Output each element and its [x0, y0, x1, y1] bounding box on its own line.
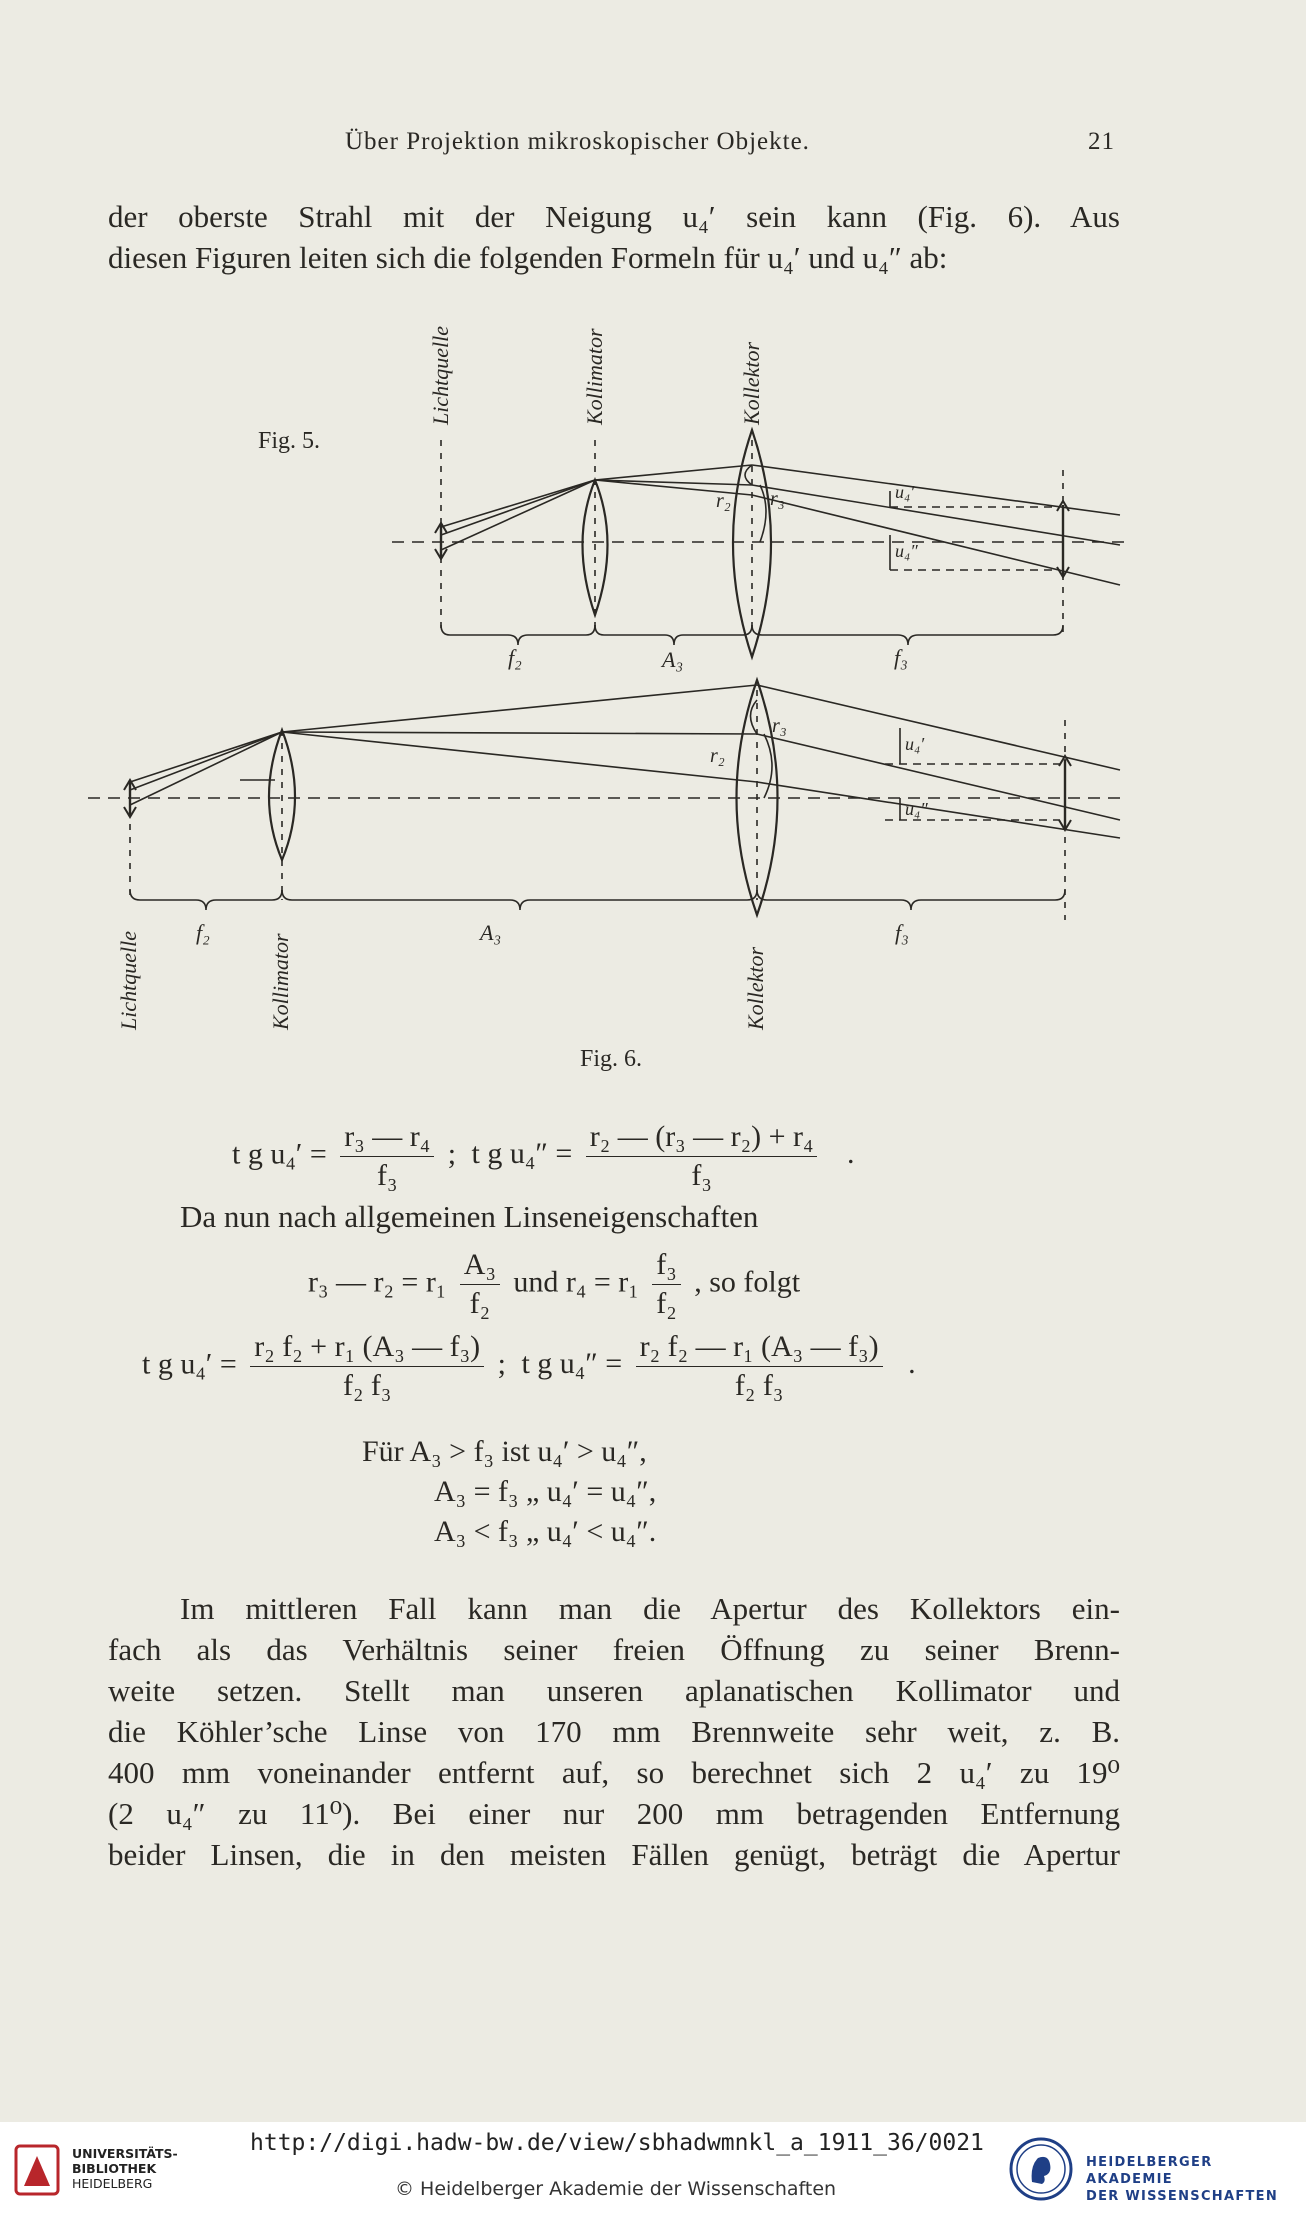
fig5-collector-label: Kollektor — [739, 341, 764, 425]
denominator: f₂ f₃ — [342, 1369, 392, 1402]
text-line: 400 mm voneinander entfernt auf, so berechnet sich 2 u₄′ zu 19⁰ — [108, 1755, 1120, 1790]
case-line: A₃ = f₃ „ u₄′ = u₄″, — [434, 1475, 657, 1508]
case-list — [362, 1432, 656, 1552]
fraction — [340, 1120, 434, 1193]
academy-logo[interactable] — [1008, 2136, 1298, 2202]
academy-seal-icon — [1008, 2136, 1074, 2202]
numerator: r₂ f₂ — r₁ (A₃ — f₃) — [636, 1330, 883, 1367]
fraction — [460, 1248, 500, 1321]
text-linsen: Da nun nach allgemeinen Linseneigenschaften — [180, 1199, 759, 1234]
denominator: f₂ — [656, 1287, 677, 1320]
university-library-logo[interactable] — [12, 2138, 178, 2202]
case-line: Für A₃ > f₃ ist u₄′ > u₄″, — [362, 1435, 647, 1468]
fig6-u4p: u₄′ — [905, 734, 925, 754]
fig6-collector-label: Kollektor — [743, 946, 768, 1030]
denominator: f₂ f₃ — [734, 1369, 784, 1402]
text-line: fach als das Verhältnis seiner freien Öffnung zu seiner Brenn- — [108, 1632, 1120, 1667]
logo-text: HEIDELBERG — [72, 2176, 153, 2191]
text-line: (2 u₄″ zu 11⁰). Bei einer nur 200 mm betragenden Entfernung — [108, 1796, 1120, 1831]
footer-bar — [0, 2122, 1306, 2215]
formula-tangent-2 — [142, 1330, 916, 1403]
denominator: f₂ — [469, 1287, 491, 1320]
running-title: Über Projektion mikroskopischer Objekte. — [345, 128, 810, 155]
case-line: A₃ < f₃ „ u₄′ < u₄″. — [434, 1515, 657, 1548]
fig6-caption: Fig. 6. — [580, 1046, 643, 1072]
formula-radii — [308, 1248, 800, 1321]
fig5-r3: r₃ — [770, 488, 785, 510]
text-line: beider Linsen, die in den meisten Fällen genügt, beträgt die Apertur — [108, 1837, 1120, 1872]
fig5-f3: f₃ — [894, 645, 908, 670]
brace-f2 — [441, 625, 595, 645]
text-line: weite setzen. Stellt man unseren aplanatischen Kollimator und — [108, 1673, 1120, 1708]
fig5-source-label: Lichtquelle — [428, 326, 453, 425]
fig5-u4pp: u₄″ — [895, 541, 918, 561]
fig6-A3: A₃ — [480, 920, 502, 945]
formula-part: r₃ — r₂ = r₁ — [308, 1265, 447, 1299]
library-shield-icon — [12, 2142, 62, 2198]
numerator: r₂ f₂ + r₁ (A₃ — f₃) — [250, 1330, 484, 1367]
page-number: 21 — [1088, 128, 1115, 155]
fraction — [636, 1330, 883, 1403]
formula-lhs: t g u₄″ = — [521, 1347, 623, 1381]
numerator: r₂ — (r₃ — r₂) + r₄ — [586, 1120, 818, 1157]
intro-paragraph — [108, 196, 1120, 278]
period: . — [846, 1137, 855, 1171]
fig6-source-label: Lichtquelle — [116, 931, 141, 1030]
text-line: Im mittleren Fall kann man die Apertur des Kollektors ein- — [180, 1591, 1120, 1626]
fig5-collimator-label: Kollimator — [582, 328, 607, 425]
formula-lhs: t g u₄′ = — [232, 1137, 327, 1171]
numerator: r₃ — r₄ — [340, 1120, 434, 1157]
numerator: f₃ — [652, 1248, 680, 1285]
denominator: f₃ — [691, 1159, 712, 1192]
formula-lhs: t g u₄′ = — [142, 1347, 237, 1381]
logo-text: BIBLIOTHEK — [72, 2161, 157, 2176]
fraction — [586, 1120, 818, 1193]
fig6-f3: f₃ — [895, 920, 909, 945]
denominator: f₃ — [377, 1159, 398, 1192]
fig5-u4p: u₄′ — [895, 482, 915, 502]
fraction — [652, 1248, 680, 1321]
fig6-r2: r₂ — [710, 745, 725, 767]
text-line: die Köhler’sche Linse von 170 mm Brennweite sehr weit, z. B. — [108, 1714, 1120, 1749]
logo-text: DER WISSENSCHAFTEN — [1086, 2189, 1279, 2204]
fraction — [250, 1330, 484, 1403]
brace-A3 — [595, 625, 752, 645]
fig5-A3: A₃ — [662, 647, 684, 672]
fig6-r3: r₃ — [772, 715, 787, 737]
period: . — [908, 1347, 916, 1381]
fig6-u4pp: u₄″ — [905, 799, 928, 819]
separator: ; — [497, 1347, 506, 1381]
fig5-diagram — [380, 295, 1140, 675]
logo-text: HEIDELBERGER AKADEMIE — [1086, 2155, 1213, 2187]
logo-text: UNIVERSITÄTS- — [72, 2146, 178, 2161]
fig5-f2: f₂ — [508, 645, 522, 670]
separator: ; — [447, 1137, 457, 1171]
fig6-f2: f₂ — [196, 920, 210, 945]
copyright-notice: © Heidelberger Akademie der Wissenschaften — [395, 2178, 837, 2200]
text-line: diesen Figuren leiten sich die folgenden Formeln für u₄′ und u₄″ ab: — [108, 240, 948, 275]
fig6-collimator-label: Kollimator — [268, 933, 293, 1030]
formula-tangent-1 — [232, 1120, 854, 1193]
numerator: A₃ — [460, 1248, 500, 1285]
body-paragraph — [108, 1588, 1120, 1875]
fig6-diagram — [80, 670, 1140, 1050]
formula-part: und r₄ = r₁ — [513, 1265, 639, 1299]
permalink-url[interactable]: http://digi.hadw-bw.de/view/sbhadwmnkl_a_1911_36/0021 — [250, 2130, 984, 2156]
fig5-r2: r₂ — [716, 490, 731, 512]
text-line: der oberste Strahl mit der Neigung u₄′ sein kann (Fig. 6). Aus — [108, 199, 1120, 234]
formula-lhs: t g u₄″ = — [471, 1137, 573, 1171]
brace-f3 — [752, 625, 1063, 645]
formula-part: , so folgt — [694, 1265, 801, 1299]
fig5-caption: Fig. 5. — [258, 428, 321, 454]
